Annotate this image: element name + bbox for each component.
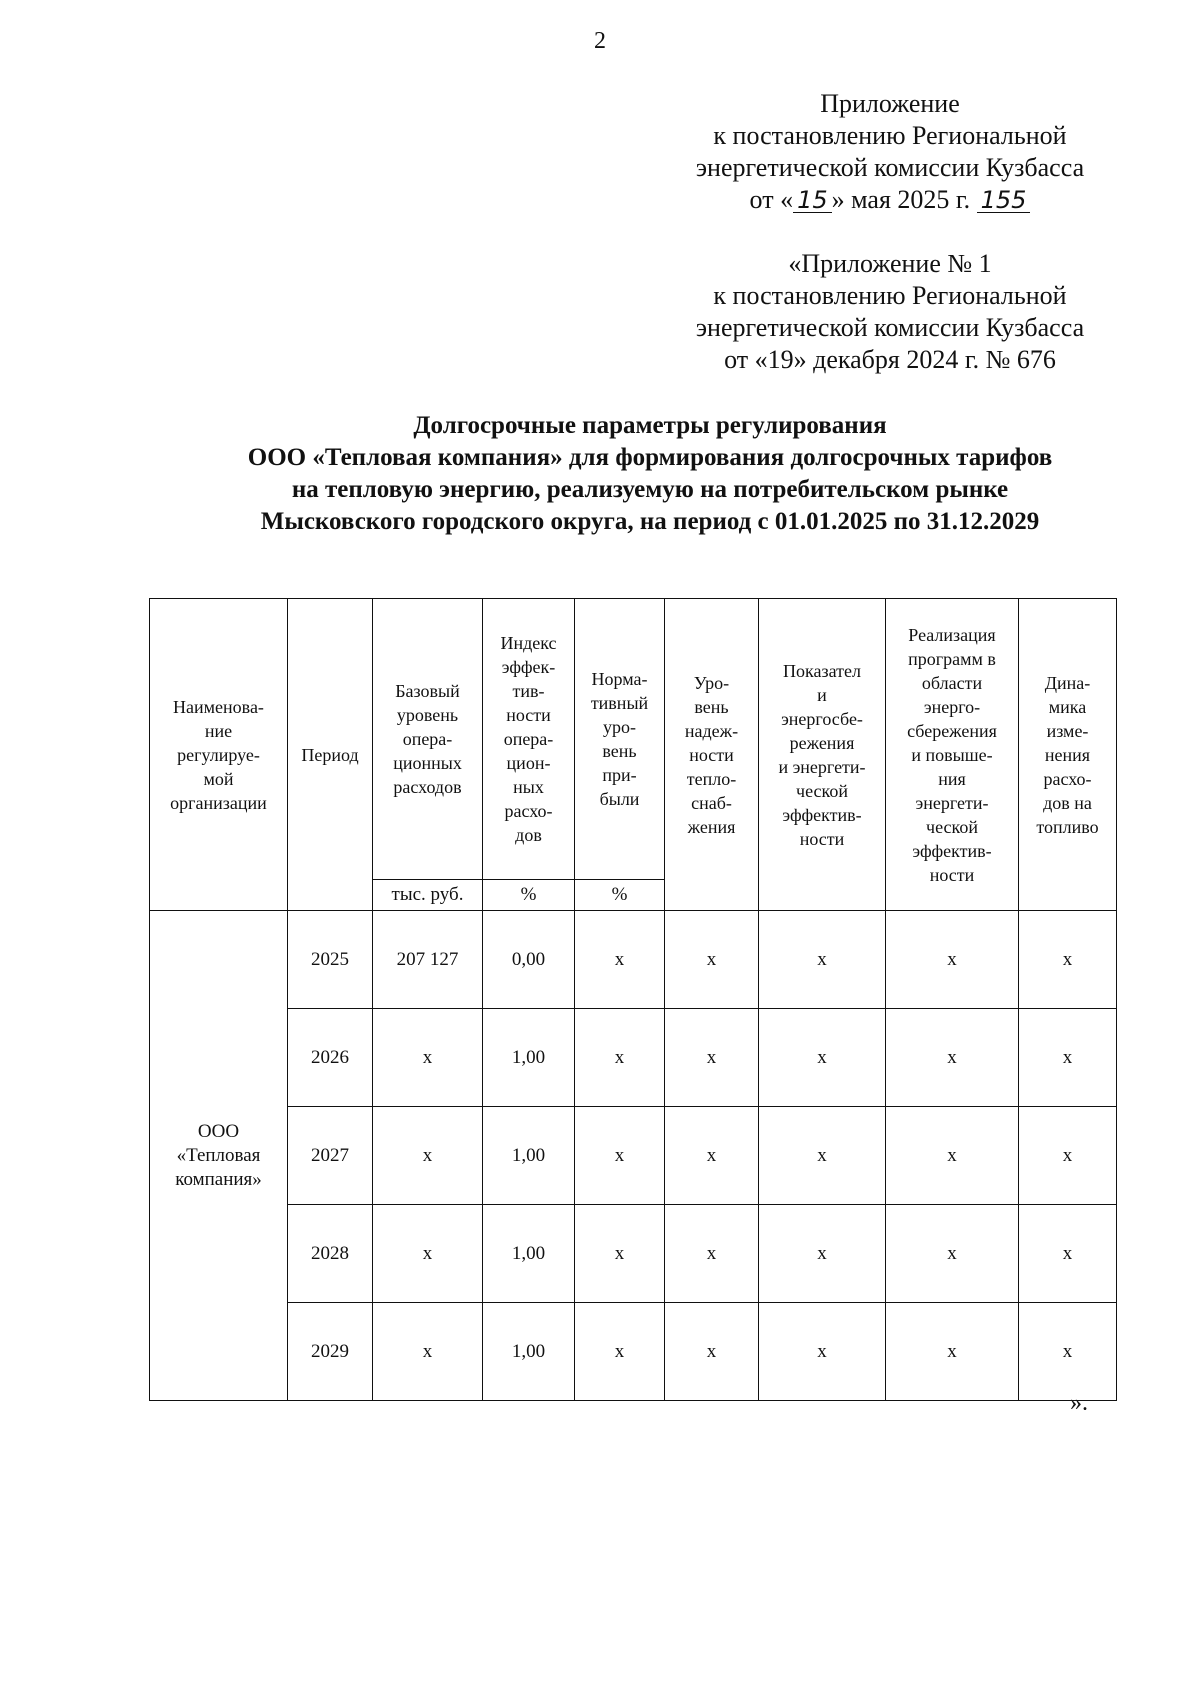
cell-base: х bbox=[373, 1009, 483, 1107]
unit-base: тыс. руб. bbox=[373, 880, 483, 911]
cell-base: х bbox=[373, 1303, 483, 1401]
annex-title: Приложение bbox=[820, 89, 960, 118]
annex-date-prefix: от « bbox=[749, 185, 794, 214]
cell-reliability: х bbox=[665, 1009, 759, 1107]
cell-programs: х bbox=[886, 911, 1019, 1009]
cell-base: х bbox=[373, 1205, 483, 1303]
page-number: 2 bbox=[594, 28, 606, 54]
title-line-2: ООО «Тепловая компания» для формирования долгосрочных тарифов bbox=[247, 444, 1053, 471]
header-profit: Норма- тивный уро- вень при- были bbox=[575, 599, 665, 880]
header-period: Период bbox=[288, 599, 373, 911]
cell-energy-saving: х bbox=[759, 911, 886, 1009]
header-org: Наименова- ние регулируе- мой организации bbox=[150, 599, 288, 911]
organization-cell: ООО «Тепловая компания» bbox=[150, 911, 288, 1401]
cell-energy-saving: х bbox=[759, 1303, 886, 1401]
cell-reliability: х bbox=[665, 1303, 759, 1401]
annex-header bbox=[580, 88, 1200, 216]
cell-index: 1,00 bbox=[483, 1205, 575, 1303]
cell-profit: х bbox=[575, 1009, 665, 1107]
cell-reliability: х bbox=[665, 1205, 759, 1303]
handwritten-day: 15 bbox=[793, 188, 832, 213]
closing-quote-mark: ». bbox=[1070, 1390, 1088, 1416]
cell-base: х bbox=[373, 1107, 483, 1205]
parameters-table bbox=[149, 598, 1117, 1401]
cell-energy-saving: х bbox=[759, 1205, 886, 1303]
annex-line-2: к постановлению Региональной bbox=[713, 121, 1067, 150]
cell-index: 1,00 bbox=[483, 1009, 575, 1107]
title-line-1: Долгосрочные параметры регулирования bbox=[413, 412, 887, 439]
header-row bbox=[150, 599, 1117, 880]
annex-previous-header bbox=[580, 248, 1200, 376]
cell-programs: х bbox=[886, 1303, 1019, 1401]
title-line-4: Мысковского городского округа, на период с 01.01.2025 по 31.12.2029 bbox=[260, 508, 1040, 535]
cell-fuel: х bbox=[1019, 1009, 1117, 1107]
cell-period: 2029 bbox=[288, 1303, 373, 1401]
cell-fuel: х bbox=[1019, 911, 1117, 1009]
table-row bbox=[150, 1009, 1117, 1107]
unit-index: % bbox=[483, 880, 575, 911]
handwritten-number: 155 bbox=[977, 188, 1031, 213]
cell-period: 2026 bbox=[288, 1009, 373, 1107]
header-index: Индекс эффек- тив- ности опера- цион- ных расхо- дов bbox=[483, 599, 575, 880]
cell-profit: х bbox=[575, 1303, 665, 1401]
header-energy-saving: Показател и энергосбе- режения и энергети- ческой эффектив- ности bbox=[759, 599, 886, 911]
table-row bbox=[150, 911, 1117, 1009]
cell-period: 2025 bbox=[288, 911, 373, 1009]
table-row bbox=[150, 1107, 1117, 1205]
cell-profit: х bbox=[575, 1205, 665, 1303]
cell-fuel: х bbox=[1019, 1107, 1117, 1205]
annex-date-mid: » мая 2025 г. bbox=[831, 185, 971, 214]
cell-period: 2028 bbox=[288, 1205, 373, 1303]
cell-programs: х bbox=[886, 1009, 1019, 1107]
cell-reliability: х bbox=[665, 911, 759, 1009]
cell-programs: х bbox=[886, 1205, 1019, 1303]
header-reliability: Уро- вень надеж- ности тепло- снаб- жения bbox=[665, 599, 759, 911]
cell-energy-saving: х bbox=[759, 1009, 886, 1107]
annex-line-3: энергетической комиссии Кузбасса bbox=[695, 153, 1085, 182]
annex-prev-line-4: от «19» декабря 2024 г. № 676 bbox=[724, 345, 1056, 374]
cell-base: 207 127 bbox=[373, 911, 483, 1009]
cell-period: 2027 bbox=[288, 1107, 373, 1205]
cell-index: 1,00 bbox=[483, 1107, 575, 1205]
table-row bbox=[150, 1303, 1117, 1401]
cell-energy-saving: х bbox=[759, 1107, 886, 1205]
cell-profit: х bbox=[575, 1107, 665, 1205]
header-base: Базовый уровень опера- ционных расходов bbox=[373, 599, 483, 880]
cell-reliability: х bbox=[665, 1107, 759, 1205]
annex-prev-line-2: к постановлению Региональной bbox=[713, 281, 1067, 310]
annex-prev-line-3: энергетической комиссии Кузбасса bbox=[695, 313, 1085, 342]
cell-profit: х bbox=[575, 911, 665, 1009]
cell-fuel: х bbox=[1019, 1303, 1117, 1401]
cell-index: 0,00 bbox=[483, 911, 575, 1009]
annex-prev-title: «Приложение № 1 bbox=[788, 249, 992, 278]
title-line-3: на тепловую энергию, реализуемую на потребительском рынке bbox=[291, 476, 1009, 503]
header-fuel: Дина- мика изме- нения расхо- дов на топливо bbox=[1019, 599, 1117, 911]
table-row bbox=[150, 1205, 1117, 1303]
cell-fuel: х bbox=[1019, 1205, 1117, 1303]
document-title bbox=[100, 410, 1200, 538]
cell-index: 1,00 bbox=[483, 1303, 575, 1401]
cell-programs: х bbox=[886, 1107, 1019, 1205]
header-programs: Реализация программ в области энерго- сбережения и повыше- ния энергети- ческой эффектив- ности bbox=[886, 599, 1019, 911]
unit-profit: % bbox=[575, 880, 665, 911]
annex-date-line bbox=[580, 184, 1200, 216]
